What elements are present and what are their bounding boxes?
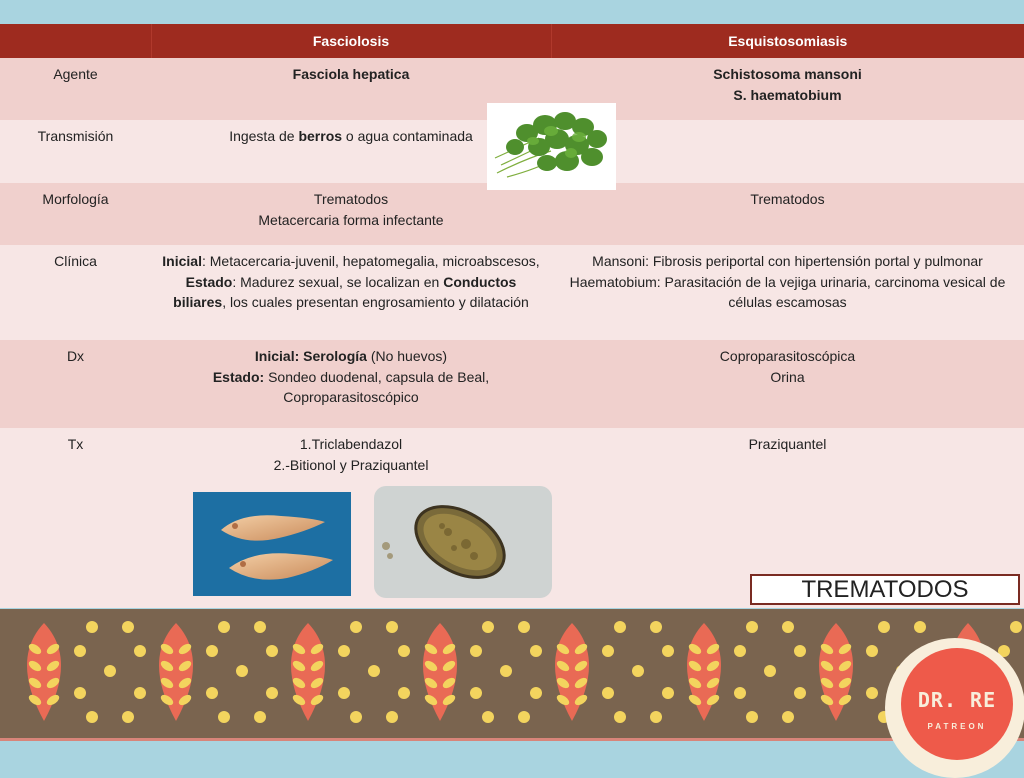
header-empty xyxy=(0,24,151,58)
transmision-text-pre: Ingesta de xyxy=(229,128,299,144)
clinica-inicial-label: Inicial xyxy=(162,253,202,269)
pattern-dot xyxy=(662,645,674,657)
pattern-dot xyxy=(134,645,146,657)
cell-dx-esquisto xyxy=(551,340,1024,428)
band-bottom-line xyxy=(0,738,1024,741)
dx-esquisto-line-1: Coproparasitoscópica xyxy=(719,348,856,364)
pattern-dot xyxy=(764,665,776,677)
decorative-pattern-band xyxy=(0,609,1024,739)
table-row-morfologia xyxy=(0,183,1024,245)
pattern-dot xyxy=(86,621,98,633)
pattern-dot xyxy=(218,621,230,633)
clinica-estado-text: : Madurez sexual, se localizan en xyxy=(232,273,444,290)
leaf-motif xyxy=(159,623,193,721)
pattern-dot xyxy=(86,711,98,723)
pattern-dot xyxy=(350,621,362,633)
pattern-dot xyxy=(122,711,134,723)
fasciola-name: Fasciola hepatica xyxy=(292,66,410,82)
pattern-dot xyxy=(914,621,926,633)
pattern-dot xyxy=(794,645,806,657)
clinica-estado-label: Estado xyxy=(185,273,233,290)
cell-morfologia-fasciolosis xyxy=(151,183,551,245)
pattern-dot xyxy=(1010,621,1022,633)
schistosoma-haematobium: S. haematobium xyxy=(733,86,842,103)
pattern-dot xyxy=(518,711,530,723)
pattern-dot xyxy=(134,687,146,699)
cell-morfologia-esquisto: Trematodos xyxy=(551,183,1024,245)
pattern-dot xyxy=(386,711,398,723)
transmision-text-bold: berros xyxy=(298,128,343,144)
pattern-dot xyxy=(866,645,878,657)
tx-line-2: 2.-Bitionol y Praziquantel xyxy=(273,456,429,473)
pattern-dot xyxy=(650,711,662,723)
pattern-dot xyxy=(782,621,794,633)
cell-agente-esquisto xyxy=(551,58,1024,120)
table-header-row xyxy=(0,24,1024,58)
pattern-dot xyxy=(734,645,746,657)
row-label-dx: Dx xyxy=(0,340,151,428)
pattern-dot xyxy=(254,711,266,723)
pattern-dot xyxy=(266,645,278,657)
leaf-motif xyxy=(423,623,457,721)
pattern-dot xyxy=(782,711,794,723)
pattern-dot xyxy=(662,687,674,699)
dx-copro-text: Coproparasitoscópico xyxy=(283,389,419,405)
pattern-dot xyxy=(398,687,410,699)
table-row-clinica xyxy=(0,245,1024,340)
pattern-dot xyxy=(602,687,614,699)
morfologia-line-1: Trematodos xyxy=(313,191,389,207)
logo-circle xyxy=(901,648,1013,760)
pattern-dot xyxy=(386,621,398,633)
pattern-dot xyxy=(206,687,218,699)
pattern-dot xyxy=(74,687,86,699)
pattern-dot xyxy=(236,665,248,677)
pattern-dot xyxy=(614,711,626,723)
morfologia-line-2: Metacercaria forma infectante xyxy=(258,211,444,228)
dr-re-logo xyxy=(885,638,1024,778)
pattern-dot xyxy=(482,711,494,723)
dx-esquisto-line-2: Orina xyxy=(770,368,805,385)
leaf-motif xyxy=(27,623,61,721)
clinica-conductos: Conductos biliares xyxy=(173,273,517,310)
table-row-dx xyxy=(0,340,1024,428)
pattern-dot xyxy=(338,645,350,657)
pattern-dot xyxy=(746,621,758,633)
pattern-dot xyxy=(518,621,530,633)
trematodos-title-box: TREMATODOS xyxy=(750,574,1020,605)
pattern-dot xyxy=(650,621,662,633)
pattern-dot xyxy=(368,665,380,677)
cell-clinica-esquisto xyxy=(551,245,1024,340)
leaf-motif xyxy=(555,623,589,721)
pattern-dot xyxy=(350,711,362,723)
clinica-mansoni: Mansoni: Fibrosis periportal con hipertensión portal y pulmonar xyxy=(592,253,983,269)
pattern-dot xyxy=(734,687,746,699)
clinica-conductos-text: , los cuales presentan engrosamiento y dilatación xyxy=(222,294,529,310)
pattern-dot xyxy=(266,687,278,699)
cell-tx-esquisto: Praziquantel xyxy=(551,428,1024,608)
row-label-morfologia: Morfología xyxy=(0,183,151,245)
fasciola-flukes-image xyxy=(193,492,351,596)
pattern-dot xyxy=(398,645,410,657)
cell-transmision-esquisto xyxy=(551,120,1024,183)
pattern-dot xyxy=(218,711,230,723)
cell-clinica-fasciolosis xyxy=(151,245,551,340)
cell-dx-fasciolosis xyxy=(151,340,551,428)
row-label-transmision: Transmisión xyxy=(0,120,151,183)
pattern-dot xyxy=(878,621,890,633)
pattern-dot xyxy=(122,621,134,633)
pattern-dot xyxy=(470,645,482,657)
dx-estado-text: Sondeo duodenal, capsula de Beal, xyxy=(264,368,490,385)
logo-subtitle: PATREON xyxy=(927,722,987,731)
row-label-agente: Agente xyxy=(0,58,151,120)
row-label-tx: Tx xyxy=(0,428,151,608)
pattern-dot xyxy=(632,665,644,677)
pattern-dot xyxy=(500,665,512,677)
clinica-inicial-text: : Metacercaria-juvenil, hepatomegalia, microabscesos, xyxy=(201,253,540,269)
pattern-dot xyxy=(104,665,116,677)
pattern-dot xyxy=(530,645,542,657)
dx-inicial-text: (No huevos) xyxy=(366,348,448,364)
pattern-dot xyxy=(470,687,482,699)
leaf-motif xyxy=(819,623,853,721)
leaf-motif xyxy=(687,623,721,721)
pattern-dot xyxy=(206,645,218,657)
schistosoma-mansoni: Schistosoma mansoni xyxy=(713,66,862,82)
pattern-dot xyxy=(482,621,494,633)
pattern-dot xyxy=(866,687,878,699)
pattern-dot xyxy=(338,687,350,699)
watercress-image xyxy=(487,103,616,190)
pattern-dot xyxy=(530,687,542,699)
row-label-clinica: Clínica xyxy=(0,245,151,340)
dx-estado-label: Estado: xyxy=(212,368,265,385)
header-fasciolosis: Fasciolosis xyxy=(151,24,551,58)
fasciola-egg-image xyxy=(374,486,552,598)
pattern-dot xyxy=(74,645,86,657)
clinica-haematobium: Haematobium: Parasitación de la vejiga urinaria, carcinoma vesical de células escamosas xyxy=(569,273,1006,310)
pattern-dot xyxy=(254,621,266,633)
pattern-dot xyxy=(794,687,806,699)
logo-title: DR. RE xyxy=(917,688,997,712)
pattern-dot xyxy=(746,711,758,723)
pattern-dot xyxy=(602,645,614,657)
tx-line-1: 1.Triclabendazol xyxy=(299,436,403,452)
leaf-motif xyxy=(291,623,325,721)
header-esquistosomiasis: Esquistosomiasis xyxy=(551,24,1024,58)
transmision-text-post: o agua contaminada xyxy=(342,128,473,144)
pattern-dot xyxy=(614,621,626,633)
dx-inicial-label: Inicial: Serología xyxy=(254,348,367,364)
